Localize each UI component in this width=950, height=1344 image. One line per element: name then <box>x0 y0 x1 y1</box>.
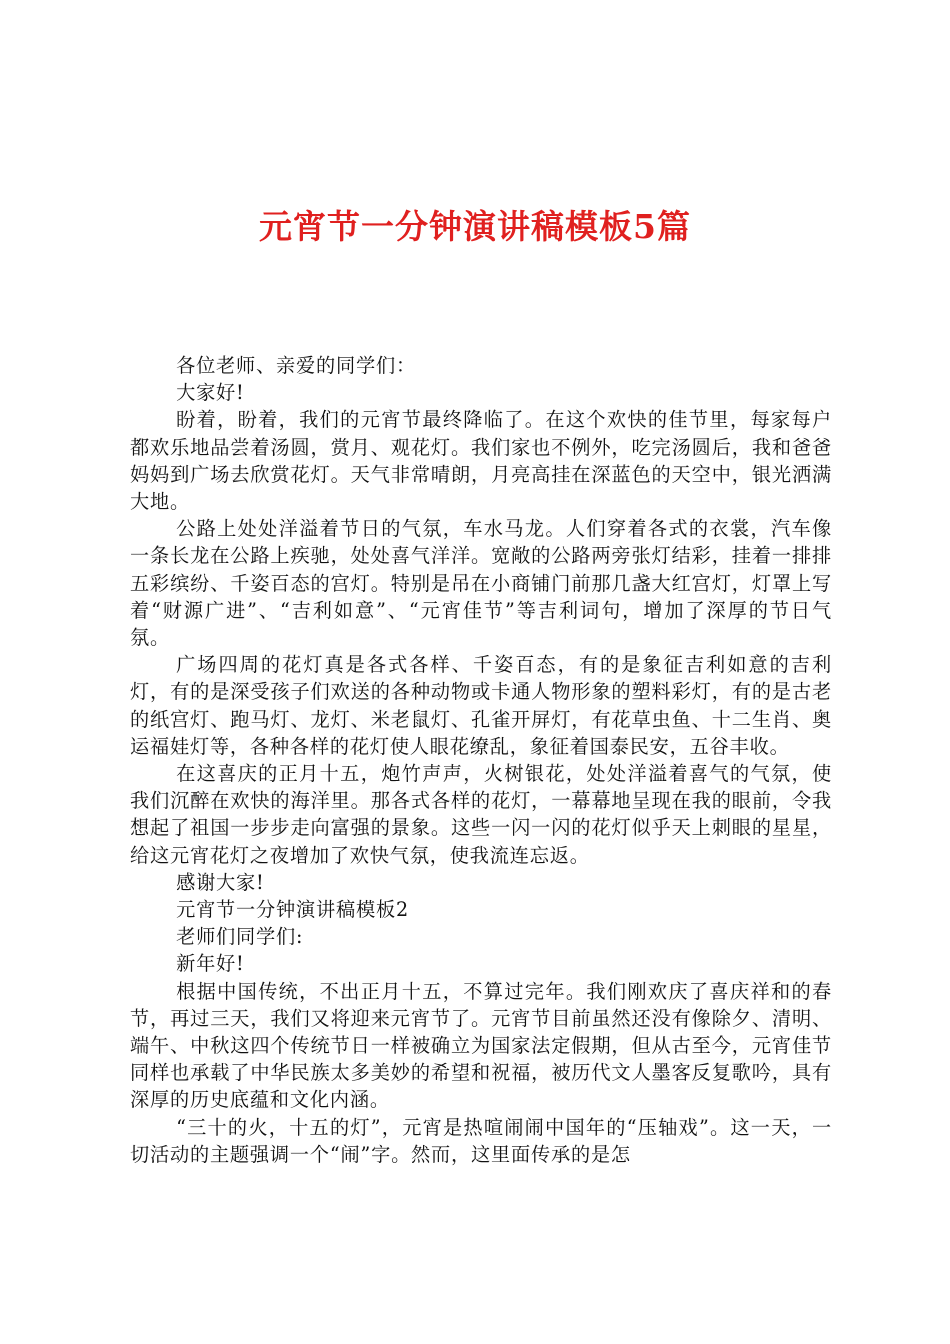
paragraph-hello: 大家好! <box>176 381 245 405</box>
paragraph: 在这喜庆的正月十五，炮竹声声，火树银花，处处洋溢着喜气的气氛，使我们沉醉在欢快的海洋里。那各式各样的花灯，一幕幕地呈现在我的眼前，令我想起了祖国一步步走向富强的景象。这些一闪一闪的花灯似乎天上刺眼的星星，给这元宵花灯之夜增加了欢快气氛，使我流连忘返。 <box>130 762 832 867</box>
document-title: 元宵节一分钟演讲稿模板5篇 <box>259 207 691 246</box>
paragraph-hello: 新年好! <box>176 952 245 976</box>
paragraph: 盼着，盼着，我们的元宵节最终降临了。在这个欢快的佳节里，每家每户都欢乐地品尝着汤圆，赏月、观花灯。我们家也不例外，吃完汤圆后，我和爸爸妈妈到广场去欣赏花灯。天气非常晴朗，月亮高挂在深蓝色的天空中，银光洒满大地。 <box>130 408 832 514</box>
paragraph-greeting: 老师们同学们: <box>176 925 304 949</box>
paragraph: 根据中国传统，不出正月十五，不算过完年。我们刚欢庆了喜庆祥和的春节，再过三天，我们又将迎来元宵节了。元宵节目前虽然还没有像除夕、清明、端午、中秋这四个传统节日一样被确立为国家法定假期，但从古至今，元宵佳节同样也承载了中华民族太多美妙的希望和祝福，被历代文人墨客反复歌吟，具有深厚的历史底蕴和文化内涵。 <box>130 979 832 1112</box>
paragraph: “三十的火，十五的灯”，元宵是热喧闹闹中国年的“压轴戏”。这一天，一切活动的主题强调一个“闹”字。然而，这里面传承的是怎 <box>130 1115 832 1166</box>
paragraph-greeting: 各位老师、亲爱的同学们： <box>176 354 416 377</box>
paragraph: 公路上处处洋溢着节日的气氛，车水马龙。人们穿着各式的衣裳，汽车像一条长龙在公路上疾驰，处处喜气洋洋。宽敞的公路两旁张灯结彩，挂着一排排五彩缤纷、千姿百态的宫灯。特别是吊在小商铺门前那几盏大红宫灯，灯罩上写着“财源广进”、“吉利如意”、“元宵佳节”等吉利词句，增加了深厚的节日气氛。 <box>130 517 832 650</box>
section-heading: 元宵节一分钟演讲稿模板2 <box>176 898 409 922</box>
paragraph: 广场四周的花灯真是各式各样、千姿百态，有的是象征吉利如意的吉利灯，有的是深受孩子们欢送的各种动物或卡通人物形象的塑料彩灯，有的是古老的纸宫灯、跑马灯、龙灯、米老鼠灯、孔雀开屏灯，有花草虫鱼、十二生肖、奥运福娃灯等，各种各样的花灯使人眼花缭乱，象征着国泰民安，五谷丰收。 <box>130 653 832 758</box>
paragraph-thanks: 感谢大家! <box>176 870 265 894</box>
document-body <box>130 352 832 1168</box>
